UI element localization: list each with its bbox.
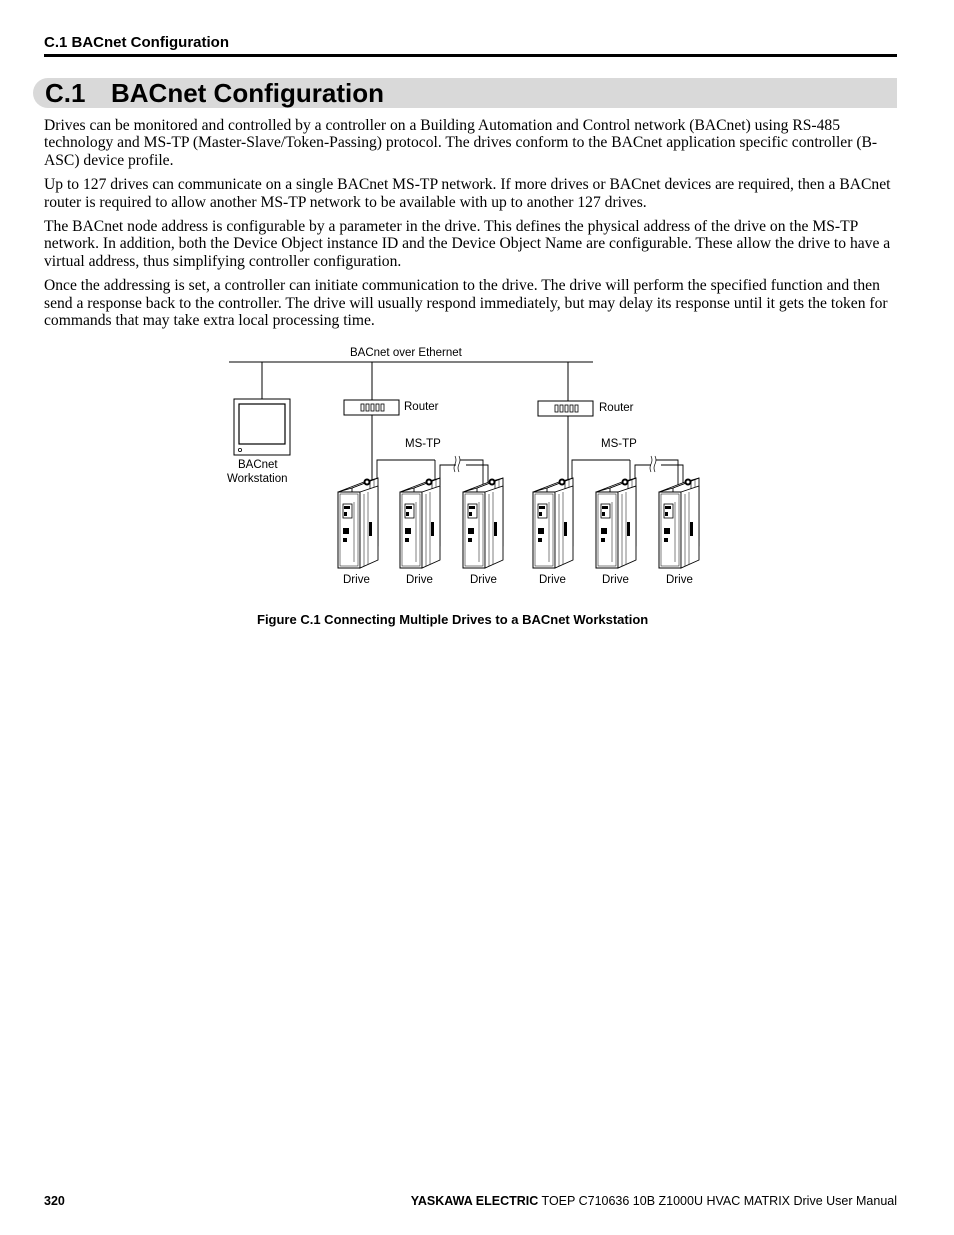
mstp-label: MS-TP	[405, 438, 441, 450]
drive-label: Drive	[406, 574, 433, 586]
paragraph: Once the addressing is set, a controller can initiate communication to the drive. The drive will perform the specified function and then send a response back to the controller. The drive will usually respond immediately, but may delay its response until it gets the token for commands that may take extra local processing time.	[44, 277, 888, 330]
paragraph: Up to 127 drives can communicate on a single BACnet MS-TP network. If more drives or BACnet devices are required, then a BACnet router is required to allow another MS-TP network to be available with up to another 127 drives.	[44, 176, 891, 211]
drive-icon	[596, 478, 636, 568]
header-rule	[44, 54, 897, 57]
workstation-icon	[234, 399, 290, 455]
ethernet-label: BACnet over Ethernet	[350, 347, 462, 359]
drive-label: Drive	[666, 574, 693, 586]
drive-label: Drive	[343, 574, 370, 586]
drive-label: Drive	[602, 574, 629, 586]
drive-icon	[533, 478, 573, 568]
figure-caption: Figure C.1 Connecting Multiple Drives to a BACnet Workstation	[257, 612, 649, 627]
footer-manual-title	[411, 1194, 897, 1208]
footer-title: TOEP C710636 10B Z1000U HVAC MATRIX Drive User Manual	[541, 1194, 897, 1208]
drive-icon	[338, 478, 378, 568]
drive-icon	[400, 478, 440, 568]
drive-icon	[659, 478, 699, 568]
mstp-label: MS-TP	[601, 438, 637, 450]
drive-label: Drive	[539, 574, 566, 586]
router-icon	[538, 401, 593, 416]
paragraph: The BACnet node address is configurable by a parameter in the drive. This defines the physical address of the drive on the MS-TP network. In addition, both the Device Object instance ID and the Device Object Name are configurable. These allow the drive to have a virtual address, thus simplifying controller configuration.	[44, 218, 891, 270]
section-title: BACnet Configuration	[111, 78, 384, 108]
page-number: 320	[44, 1194, 65, 1208]
footer-brand: YASKAWA ELECTRIC	[410, 1194, 539, 1208]
drive-icon	[463, 478, 503, 568]
paragraph: Drives can be monitored and controlled by a controller on a Building Automation and Control network (BACnet) using RS-485 technology and MS-TP (Master-Slave/Token-Passing) protocol. The drives conform to the BACnet application specific controller (B-ASC) device profile.	[44, 117, 878, 169]
drive-label: Drive	[470, 574, 497, 586]
body-text	[44, 117, 897, 336]
running-header: C.1 BACnet Configuration	[44, 34, 229, 51]
router-icon	[344, 400, 399, 415]
router-label: Router	[599, 402, 634, 414]
section-number: C.1	[45, 78, 86, 108]
workstation-label: Workstation	[227, 473, 288, 485]
workstation-label: BACnet	[238, 459, 278, 471]
router-label: Router	[404, 401, 439, 413]
